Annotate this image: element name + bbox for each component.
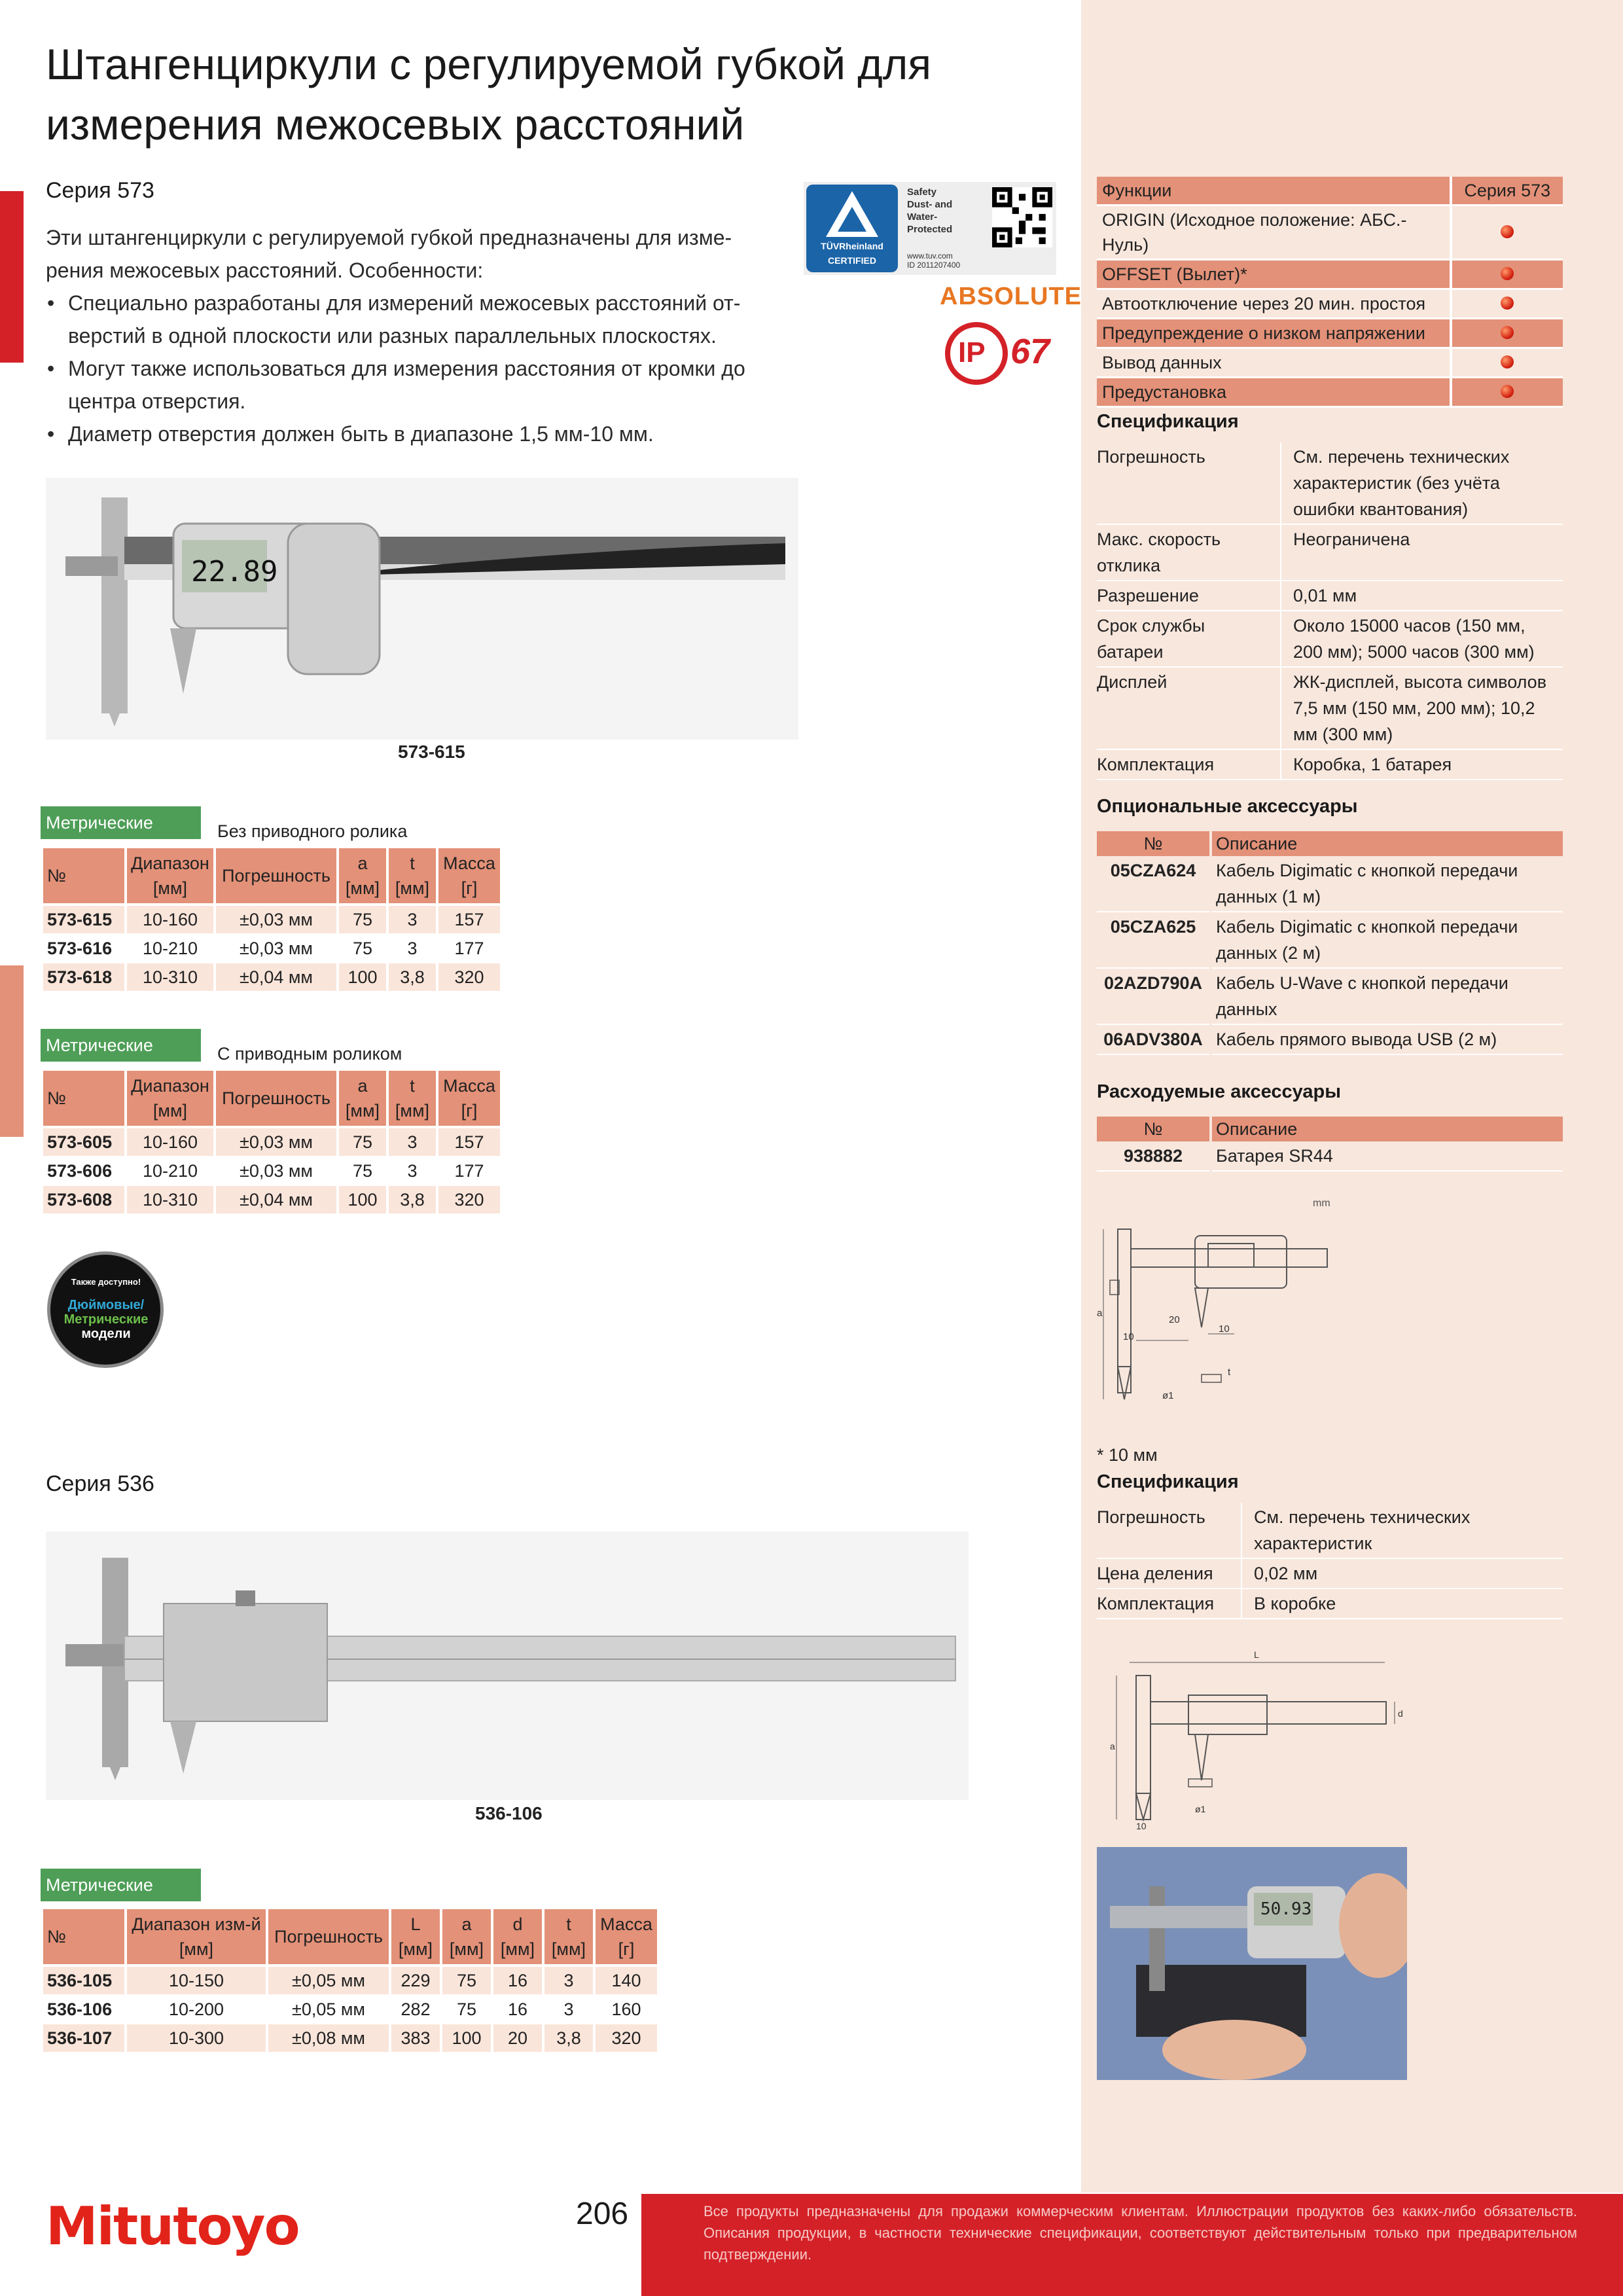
cell-mass: 157 <box>438 1128 500 1157</box>
cell-number: 573-606 <box>43 1157 124 1186</box>
spec-key: Цена деления <box>1097 1558 1241 1588</box>
cell-d: 20 <box>493 2024 542 2053</box>
check-dot-icon <box>1501 355 1514 368</box>
col-range: Диапазон [мм] <box>127 848 213 906</box>
spec1-table <box>1097 442 1563 780</box>
col-number: № <box>43 848 124 906</box>
cell-range: 10-210 <box>127 935 213 963</box>
dim-label: ø1 <box>1195 1804 1206 1814</box>
spec-value: ЖК-дисплей, высота символов 7,5 мм (150 мм, 200 мм); 10,2 мм (300 мм) <box>1281 667 1563 749</box>
feature-item: • Диаметр отверстия должен быть в диапазоне 1,5 мм-10 мм. <box>46 418 785 450</box>
cell-number: 05CZA624 <box>1097 856 1209 912</box>
cell-mass: 320 <box>438 963 500 992</box>
dim-label: d <box>1398 1708 1403 1719</box>
cell-number: 573-618 <box>43 963 124 992</box>
cell-a: 100 <box>339 963 386 992</box>
table-row <box>1097 1141 1563 1172</box>
inch-metric-badge <box>47 1251 164 1368</box>
absolute-logo: ABSOLUTE <box>940 283 1082 310</box>
col-description: Описание <box>1212 831 1563 856</box>
table-row <box>43 1996 657 2024</box>
spec-key: Комплектация <box>1097 749 1281 780</box>
qr-code-icon <box>992 187 1052 247</box>
cell-number: 536-107 <box>43 2024 124 2053</box>
product-photo-536 <box>46 1532 969 1800</box>
cell-number: 02AZD790A <box>1097 969 1209 1025</box>
cell-description: Кабель прямого вывода USB (2 м) <box>1212 1025 1563 1055</box>
spec-table-536 <box>41 1909 660 2053</box>
col-description: Описание <box>1212 1117 1563 1141</box>
consumables-table <box>1094 1117 1565 1172</box>
usage-lcd-readout: 50.93 <box>1260 1899 1312 1919</box>
spec2-title: Спецификация <box>1097 1471 1239 1492</box>
optional-title: Опциональные аксессуары <box>1097 796 1358 817</box>
cell-number: 573-605 <box>43 1128 124 1157</box>
functions-col-series: Серия 573 <box>1451 177 1563 206</box>
spec-value: Около 15000 часов (150 мм, 200 мм); 5000 часов (300 мм) <box>1281 611 1563 667</box>
cell-range: 10-310 <box>127 963 213 992</box>
cell-a: 75 <box>339 1157 386 1186</box>
product-photo-573 <box>46 478 798 740</box>
col-d: d [мм] <box>493 1909 542 1967</box>
table-row <box>1097 856 1563 912</box>
function-mark <box>1451 348 1563 378</box>
col-range: Диапазон изм-й [мм] <box>127 1909 266 1967</box>
table-row <box>43 1186 500 1215</box>
cell-a: 100 <box>339 1186 386 1215</box>
col-mass: Масса [г] <box>596 1909 657 1967</box>
optional-accessories-table <box>1094 831 1565 1055</box>
cell-number: 536-106 <box>43 1996 124 2024</box>
cell-range: 10-160 <box>127 1128 213 1157</box>
cell-number: 573-615 <box>43 906 124 935</box>
spec-key: Срок службы батареи <box>1097 611 1281 667</box>
metric-tag: Метрические <box>41 1869 201 1901</box>
spec-row <box>1097 667 1563 749</box>
cell-number: 573-608 <box>43 1186 124 1215</box>
function-mark <box>1451 206 1563 260</box>
cell-a: 100 <box>442 2024 491 2053</box>
cell-mass: 320 <box>438 1186 500 1215</box>
badge-line: модели <box>81 1327 131 1341</box>
col-l: L [мм] <box>391 1909 440 1967</box>
badge-line: Также доступно! <box>71 1277 141 1287</box>
cell-number: 573-616 <box>43 935 124 963</box>
function-label: Предустановка <box>1097 378 1451 407</box>
cell-number: 05CZA625 <box>1097 912 1209 969</box>
cell-range: 10-300 <box>127 2024 266 2053</box>
photo-caption-573: 573-615 <box>398 742 465 762</box>
function-label: OFFSET (Вылет)* <box>1097 260 1451 289</box>
tuv-url: www.tuv.com <box>907 251 953 260</box>
col-t: t [мм] <box>389 848 436 906</box>
cell-a: 75 <box>339 906 386 935</box>
table1-note: Без приводного ролика <box>217 821 408 841</box>
tuv-brand: TÜVRheinland <box>821 241 883 251</box>
dim-label: 10 <box>1136 1821 1147 1831</box>
spec-row <box>1097 1558 1563 1588</box>
tuv-line: Safety <box>907 187 937 198</box>
cell-l: 282 <box>391 1996 440 2024</box>
functions-header <box>1097 177 1563 206</box>
series-573-intro <box>46 221 785 450</box>
technical-drawing-536 <box>1097 1649 1411 1839</box>
table-row <box>43 2024 657 2053</box>
feature-item: • Могут также использоваться для измерения расстояния от кромки до центра отверстия. <box>46 352 785 418</box>
page-number: 206 <box>576 2197 629 2231</box>
cell-accuracy: ±0,08 мм <box>268 2024 389 2053</box>
usage-photo <box>1097 1847 1407 2080</box>
cell-t: 3 <box>389 1157 436 1186</box>
intro-text: Эти штангенциркули с регулируемой губкой предназначены для изме-рения межосевых расстояний. Особенности: <box>46 226 732 282</box>
cell-range: 10-210 <box>127 1157 213 1186</box>
col-t: t [мм] <box>389 1071 436 1128</box>
table-header-row <box>1097 1117 1563 1141</box>
footer-disclaimer: Все продукты предназначены для продажи коммерческим клиентам. Иллюстрации продуктов без каких-либо обязательств. Описания продукции, в частности технические спецификации, соответствуют действительным только при предварительном подтверждении. <box>704 2203 1577 2263</box>
check-dot-icon <box>1501 225 1514 238</box>
col-number: № <box>1097 831 1209 856</box>
cell-t: 3 <box>544 1967 593 1996</box>
series-573-heading: Серия 573 <box>46 178 154 203</box>
spec-row <box>1097 1503 1563 1558</box>
spec-row <box>1097 524 1563 581</box>
col-number: № <box>1097 1117 1209 1141</box>
cell-number: 06ADV380A <box>1097 1025 1209 1055</box>
cell-accuracy: ±0,03 мм <box>216 906 336 935</box>
cell-t: 3,8 <box>389 1186 436 1215</box>
cell-description: Кабель U-Wave с кнопкой передачи данных <box>1212 969 1563 1025</box>
dim-label: 10 <box>1219 1323 1230 1335</box>
cell-range: 10-150 <box>127 1967 266 1996</box>
cell-t: 3,8 <box>389 963 436 992</box>
dim-label: t <box>1228 1367 1231 1378</box>
dim-label: ø1 <box>1162 1390 1174 1401</box>
spec-value: В коробке <box>1241 1588 1563 1619</box>
lcd-readout: 22.89 <box>191 555 278 588</box>
col-accuracy: Погрешность <box>216 848 336 906</box>
feature-item: • Специально разработаны для измерений межосевых расстояний от-верстий в одной плоскости или разных параллельных плоскостях. <box>46 287 785 352</box>
spec-row <box>1097 442 1563 524</box>
ip-label: IP <box>958 336 986 368</box>
tuv-logo-icon <box>806 185 898 272</box>
tuv-certified: CERTIFIED <box>828 255 876 266</box>
page-title: Штангенциркули с регулируемой губкой для измерения межосевых расстояний <box>46 40 932 149</box>
cell-t: 3 <box>389 906 436 935</box>
col-accuracy: Погрешность <box>268 1909 389 1967</box>
mitutoyo-logo: Mitutoyo <box>46 2196 299 2257</box>
cell-mass: 320 <box>596 2024 657 2053</box>
cell-t: 3 <box>389 1128 436 1157</box>
function-row <box>1097 378 1563 407</box>
function-row <box>1097 319 1563 348</box>
spec-key: Разрешение <box>1097 581 1281 611</box>
spec-key: Погрешность <box>1097 442 1281 524</box>
cell-d: 16 <box>493 1996 542 2024</box>
cell-range: 10-160 <box>127 906 213 935</box>
tuv-line: Water- <box>907 211 938 223</box>
spec-key: Комплектация <box>1097 1588 1241 1619</box>
col-mass: Масса [г] <box>438 1071 500 1128</box>
cell-accuracy: ±0,05 мм <box>268 1967 389 1996</box>
function-mark <box>1451 260 1563 289</box>
cell-mass: 157 <box>438 906 500 935</box>
col-t: t [мм] <box>544 1909 593 1967</box>
dim-label: a <box>1110 1741 1115 1751</box>
table-row <box>43 1967 657 1996</box>
badge-line: Метрические <box>63 1312 149 1327</box>
spec-value: 0,01 мм <box>1281 581 1563 611</box>
tuv-id: ID 2011207400 <box>907 260 961 270</box>
consumables-title: Расходуемые аксессуары <box>1097 1081 1341 1102</box>
cell-accuracy: ±0,03 мм <box>216 1157 336 1186</box>
function-row <box>1097 348 1563 378</box>
function-mark <box>1451 289 1563 319</box>
cell-mass: 140 <box>596 1967 657 1996</box>
cell-number: 938882 <box>1097 1141 1209 1172</box>
spec-value: См. перечень технических характеристик (без учёта ошибки квантования) <box>1281 442 1563 524</box>
cell-mass: 177 <box>438 1157 500 1186</box>
function-label: Автоотключение через 20 мин. простоя <box>1097 289 1451 319</box>
table2-note: С приводным роликом <box>217 1044 402 1064</box>
cell-t: 3,8 <box>544 2024 593 2053</box>
function-row <box>1097 260 1563 289</box>
spec-table-573-with-roller <box>41 1071 503 1215</box>
spec-row <box>1097 749 1563 780</box>
functions-table <box>1097 177 1563 408</box>
tuv-text <box>907 186 952 236</box>
table-row <box>43 1128 500 1157</box>
col-mass: Масса [г] <box>438 848 500 906</box>
col-number: № <box>43 1071 124 1128</box>
table-row <box>1097 912 1563 969</box>
functions-col-title: Функции <box>1097 177 1451 206</box>
col-range: Диапазон [мм] <box>127 1071 213 1128</box>
spec2-table <box>1097 1503 1563 1619</box>
drawing-unit: mm <box>1313 1198 1330 1209</box>
cell-mass: 177 <box>438 935 500 963</box>
spec-value: См. перечень технических характеристик <box>1241 1503 1563 1558</box>
cell-accuracy: ±0,05 мм <box>268 1996 389 2024</box>
cell-a: 75 <box>442 1996 491 2024</box>
table-header-row <box>43 1909 657 1967</box>
tuv-line: Protected <box>907 224 953 235</box>
spec1-title: Спецификация <box>1097 411 1239 432</box>
cell-a: 75 <box>339 935 386 963</box>
ip67-badge-icon <box>945 322 1008 385</box>
cell-accuracy: ±0,04 мм <box>216 1186 336 1215</box>
spec-row <box>1097 581 1563 611</box>
cell-number: 536-105 <box>43 1967 124 1996</box>
spec-key: Дисплей <box>1097 667 1281 749</box>
table-header-row <box>43 1071 500 1128</box>
metric-tag: Метрические <box>41 1029 201 1062</box>
cell-accuracy: ±0,03 мм <box>216 1128 336 1157</box>
series-536-heading: Серия 536 <box>46 1471 154 1496</box>
cell-accuracy: ±0,04 мм <box>216 963 336 992</box>
table-row <box>43 963 500 992</box>
table-header-row <box>1097 831 1563 856</box>
cell-description: Кабель Digimatic с кнопкой передачи данных (2 м) <box>1212 912 1563 969</box>
cell-range: 10-310 <box>127 1186 213 1215</box>
tuv-certificate-badge <box>804 182 1056 275</box>
dim-label: a <box>1097 1308 1103 1319</box>
cell-accuracy: ±0,03 мм <box>216 935 336 963</box>
cell-l: 383 <box>391 2024 440 2053</box>
spec-row <box>1097 611 1563 667</box>
cell-mass: 160 <box>596 1996 657 2024</box>
col-accuracy: Погрешность <box>216 1071 336 1128</box>
function-mark <box>1451 378 1563 407</box>
dim-label: 10 <box>1123 1331 1134 1342</box>
col-a: a [мм] <box>339 848 386 906</box>
spec-key: Макс. скорость отклика <box>1097 524 1281 581</box>
table-row <box>43 1157 500 1186</box>
dim-label: 20 <box>1169 1314 1180 1325</box>
check-dot-icon <box>1501 296 1514 310</box>
table-row <box>43 906 500 935</box>
red-side-marker <box>0 191 24 363</box>
badge-line: Дюймовые/ <box>67 1298 145 1312</box>
spec-key: Погрешность <box>1097 1503 1241 1558</box>
cell-a: 75 <box>442 1967 491 1996</box>
function-label: Предупреждение о низком напряжении <box>1097 319 1451 348</box>
salmon-side-marker <box>0 965 24 1137</box>
table-header-row <box>43 848 500 906</box>
tuv-id-block <box>907 251 960 270</box>
table-row <box>1097 1025 1563 1055</box>
spec-value: Коробка, 1 батарея <box>1281 749 1563 780</box>
spec-row <box>1097 1588 1563 1619</box>
footnote: * 10 мм <box>1097 1445 1158 1465</box>
spec-value: Неограничена <box>1281 524 1563 581</box>
col-a: a [мм] <box>339 1071 386 1128</box>
cell-l: 229 <box>391 1967 440 1996</box>
check-dot-icon <box>1501 326 1514 339</box>
function-mark <box>1451 319 1563 348</box>
check-dot-icon <box>1501 385 1514 398</box>
function-label: ORIGIN (Исходное положение: АБС.-Нуль) <box>1097 206 1451 260</box>
col-a: a [мм] <box>442 1909 491 1967</box>
table-row <box>43 935 500 963</box>
function-row <box>1097 206 1563 260</box>
function-row <box>1097 289 1563 319</box>
spec-table-573-no-roller <box>41 848 503 992</box>
col-number: № <box>43 1909 124 1967</box>
metric-tag: Метрические <box>41 806 201 839</box>
dim-label: L <box>1254 1649 1259 1660</box>
cell-t: 3 <box>544 1996 593 2024</box>
cell-t: 3 <box>389 935 436 963</box>
check-dot-icon <box>1501 267 1514 280</box>
cell-description: Кабель Digimatic с кнопкой передачи данных (1 м) <box>1212 856 1563 912</box>
cell-d: 16 <box>493 1967 542 1996</box>
cell-a: 75 <box>339 1128 386 1157</box>
cell-range: 10-200 <box>127 1996 266 2024</box>
feature-list <box>46 287 785 450</box>
tuv-line: Dust- and <box>907 199 953 210</box>
table-row <box>1097 969 1563 1025</box>
technical-drawing-573 <box>1097 1198 1332 1419</box>
function-label: Вывод данных <box>1097 348 1451 378</box>
ip-rating: 67 <box>1010 332 1050 371</box>
cell-description: Батарея SR44 <box>1212 1141 1563 1172</box>
spec-value: 0,02 мм <box>1241 1558 1563 1588</box>
photo-caption-536: 536-106 <box>475 1803 543 1823</box>
